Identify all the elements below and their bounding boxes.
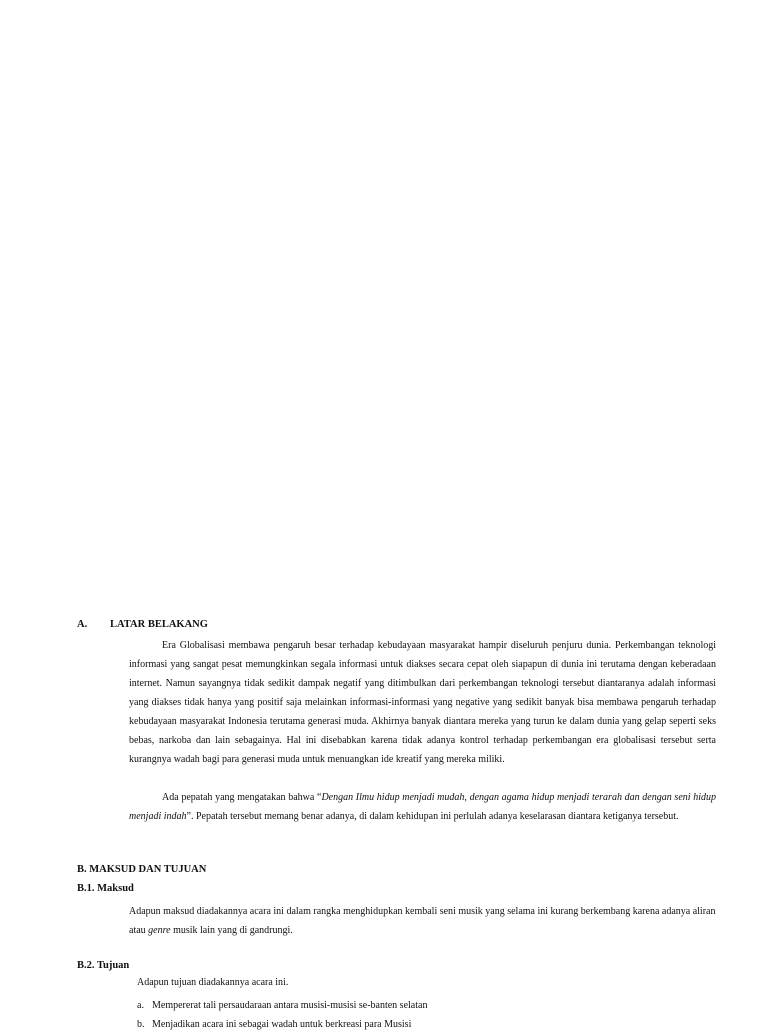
tujuan-heading: B.2. Tujuan bbox=[77, 960, 130, 971]
section-a-number: A. bbox=[77, 619, 88, 630]
latar-belakang-paragraph-2 bbox=[129, 788, 716, 826]
maksud-paragraph bbox=[129, 902, 719, 940]
paragraph-2-tail: ”. Pepatah tersebut memang benar adanya, di dalam kehidupan ini perlulah adanya keselarasan diantara ketiganya tersebut. bbox=[186, 811, 679, 822]
section-b-heading: B. MAKSUD DAN TUJUAN bbox=[77, 864, 207, 875]
list-item-text: Mempererat tali persaudaraan antara musisi-musisi se-banten selatan bbox=[152, 1000, 428, 1011]
paragraph-2-lead: Ada pepatah yang mengatakan bahwa “ bbox=[162, 792, 322, 803]
maksud-heading: B.1. Maksud bbox=[77, 883, 134, 894]
list-item bbox=[137, 1015, 427, 1034]
section-a-heading bbox=[77, 619, 208, 630]
tujuan-intro: Adapun tujuan diadakannya acara ini. bbox=[137, 977, 289, 988]
tujuan-list bbox=[137, 996, 427, 1034]
proverb-quote: Dengan Ilmu hidup menjadi mudah, dengan agama hidup menjadi terarah dan dengan seni hidup menjadi indah bbox=[129, 792, 716, 822]
maksud-text-before: Adapun maksud diadakannya acara ini dalam rangka menghidupkan kembali seni musik yang selama ini kurang berkembang karena adanya aliran atau bbox=[129, 906, 716, 936]
list-item-text: Menjadikan acara ini sebagai wadah untuk berkreasi para Musisi bbox=[152, 1019, 412, 1030]
maksud-text-italic: genre bbox=[148, 925, 171, 936]
list-marker: b. bbox=[137, 1019, 145, 1030]
list-item bbox=[137, 996, 427, 1015]
maksud-text-after: musik lain yang di gandrungi. bbox=[170, 925, 293, 936]
latar-belakang-paragraph-1: Era Globalisasi membawa pengaruh besar terhadap kebudayaan masyarakat hampir diseluruh penjuru dunia. Perkembangan teknologi informasi yang sangat pesat memungkinkan segala informasi untuk diakses secara cepat oleh siapapun di dunia ini terutama dengan keberadaan internet. Namun sayangnya tidak sedikit dampak negatif yang ditimbulkan dari perkembangan teknologi tersebut diantaranya adalah informasi yang diakses tidak hanya yang positif saja melainkan informasi-informasi yang negative yang sedikit banyak bisa membawa pengaruh terhadap kebudayaan masyarakat Indonesia terutama generasi muda. Akhirnya banyak diantara mereka yang turun ke dalam dunia yang gelap seperti seks bebas, narkoba dan lain sebagainya. Hal ini disebabkan karena tidak adanya kontrol terhadap perkembangan era globalisasi tersebut serta kurangnya wadah bagi para generasi muda untuk menuangkan ide kreatif yang mereka miliki. bbox=[129, 640, 716, 765]
list-marker: a. bbox=[137, 1000, 144, 1011]
section-a-title: LATAR BELAKANG bbox=[110, 619, 208, 630]
